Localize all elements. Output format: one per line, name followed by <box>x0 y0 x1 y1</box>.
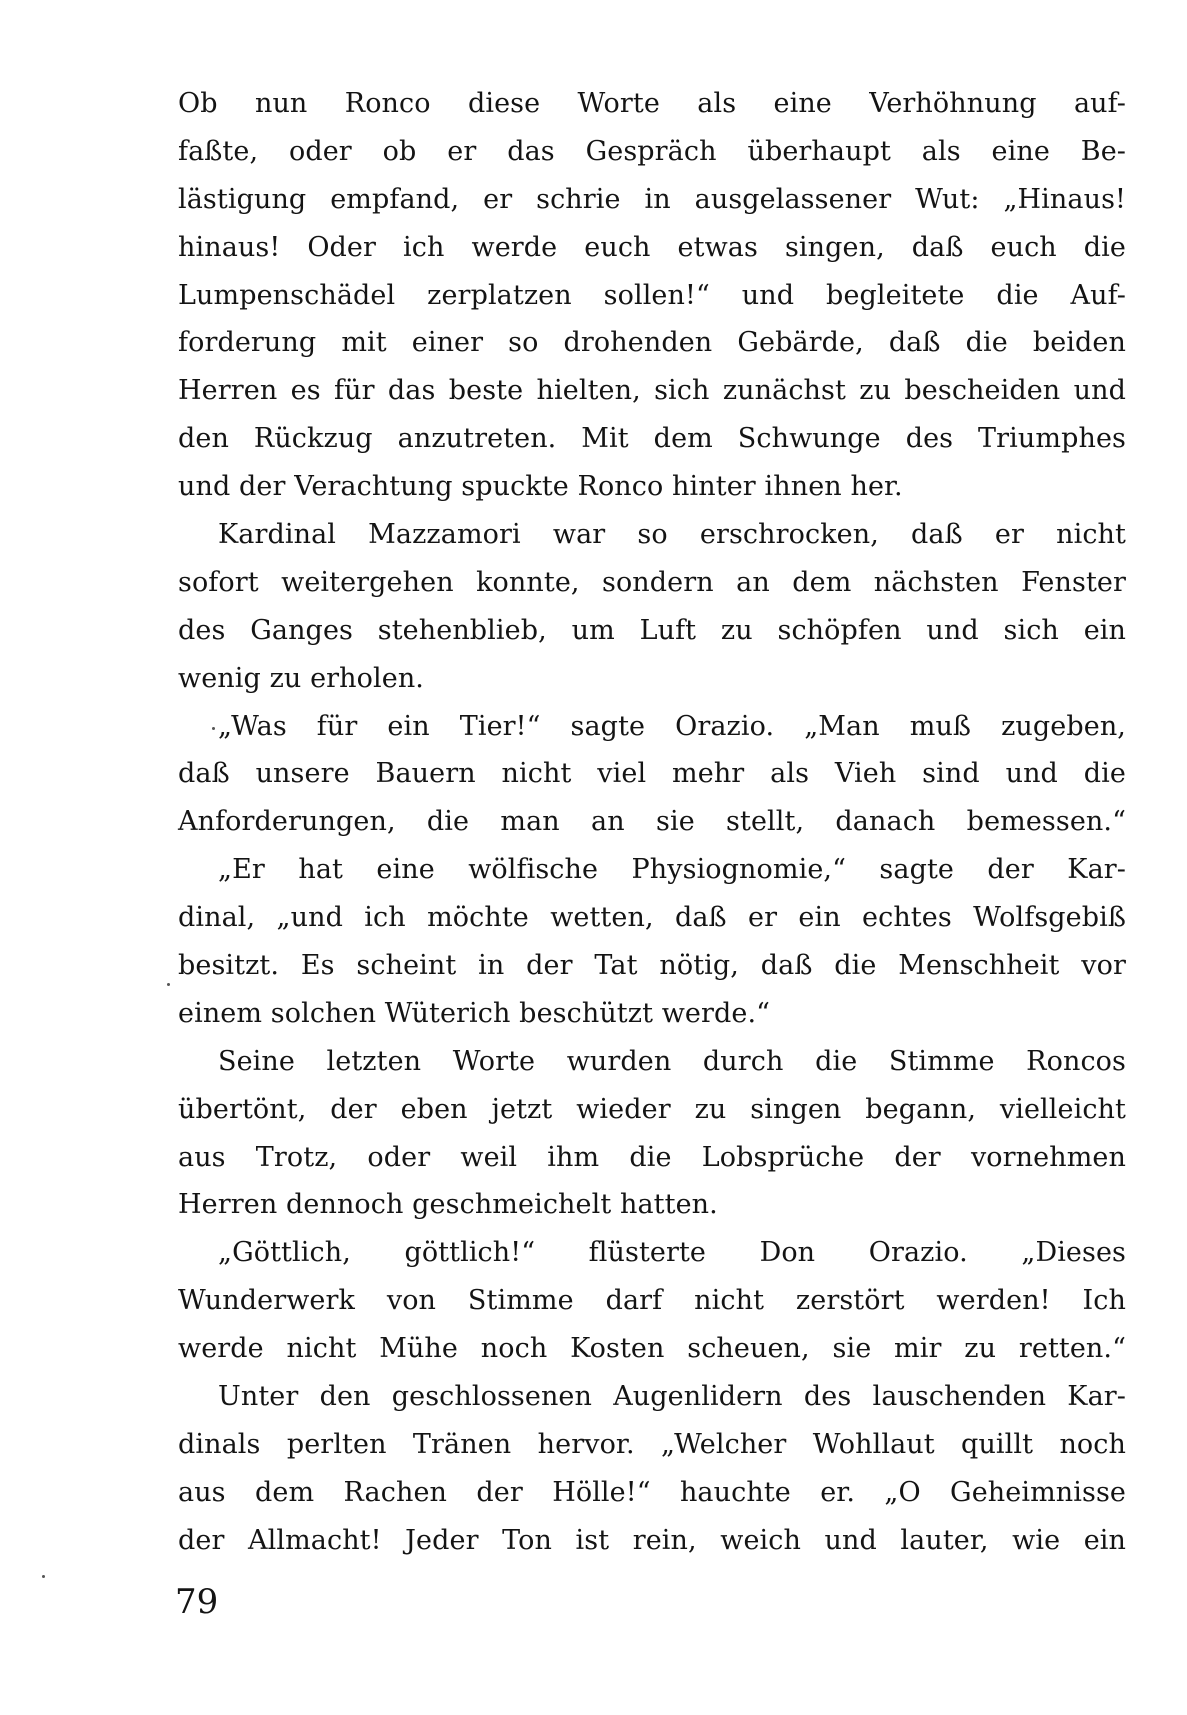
text-line: daß unsere Bauern nicht viel mehr als Vieh sind und die <box>178 758 1126 790</box>
text-line: werde nicht Mühe noch Kosten scheuen, sie mir zu retten.“ <box>178 1333 1126 1365</box>
text-line: forderung mit einer so drohenden Gebärde, daß die beiden <box>178 327 1126 359</box>
text-line: der Allmacht! Jeder Ton ist rein, weich und lauter, wie ein <box>178 1524 1126 1556</box>
text-line: Anforderungen, die man an sie stellt, danach bemessen.“ <box>178 806 1126 838</box>
text-line: dinals perlten Tränen hervor. „Welcher Wohllaut quillt noch <box>178 1428 1126 1460</box>
text-line: aus Trotz, oder weil ihm die Lobsprüche der vornehmen <box>178 1141 1126 1173</box>
page-number: 79 <box>175 1582 219 1622</box>
text-line: Wunderwerk von Stimme darf nicht zerstört werden! Ich <box>178 1285 1126 1317</box>
text-line: Unter den geschlossenen Augenlidern des lauschenden Kar- <box>218 1381 1126 1413</box>
text-line: des Ganges stehenblieb, um Luft zu schöpfen und sich ein <box>178 614 1126 646</box>
text-line: dinal, „und ich möchte wetten, daß er ein echtes Wolfsgebiß <box>178 902 1126 934</box>
text-line: hinaus! Oder ich werde euch etwas singen, daß euch die <box>178 231 1126 263</box>
text-line: sofort weitergehen konnte, sondern an dem nächsten Fenster <box>178 566 1126 598</box>
text-line: den Rückzug anzutreten. Mit dem Schwunge des Triumphes <box>178 423 1126 455</box>
text-line: Seine letzten Worte wurden durch die Stimme Roncos <box>218 1045 1126 1077</box>
text-line: einem solchen Wüterich beschützt werde.“ <box>178 997 771 1029</box>
text-line: und der Verachtung spuckte Ronco hinter ihnen her. <box>178 471 903 503</box>
text-line: übertönt, der eben jetzt wieder zu singen begann, vielleicht <box>178 1093 1126 1125</box>
text-line: Herren es für das beste hielten, sich zunächst zu bescheiden und <box>178 375 1126 407</box>
text-line: Ob nun Ronco diese Worte als eine Verhöhnung auf- <box>178 88 1126 119</box>
paper-speck <box>212 727 215 730</box>
body-text <box>178 80 1126 1565</box>
paper-speck <box>167 983 170 986</box>
text-line: aus dem Rachen der Hölle!“ hauchte er. „O Geheimnisse <box>178 1476 1126 1508</box>
text-line: lästigung empfand, er schrie in ausgelassener Wut: „Hinaus! <box>178 183 1126 215</box>
text-line: besitzt. Es scheint in der Tat nötig, daß die Menschheit vor <box>178 950 1126 982</box>
text-line: Kardinal Mazzamori war so erschrocken, daß er nicht <box>218 519 1126 551</box>
text-line: Herren dennoch geschmeichelt hatten. <box>178 1189 718 1221</box>
text-line: „Was für ein Tier!“ sagte Orazio. „Man muß zugeben, <box>218 710 1126 742</box>
text-line: „Göttlich, göttlich!“ flüsterte Don Orazio. „Dieses <box>218 1237 1126 1269</box>
text-line: faßte, oder ob er das Gespräch überhaupt als eine Be- <box>178 135 1126 167</box>
paper-speck <box>42 1575 45 1578</box>
text-line: „Er hat eine wölfische Physiognomie,“ sagte der Kar- <box>218 854 1126 886</box>
text-line: wenig zu erholen. <box>178 662 424 694</box>
text-line: Lumpenschädel zerplatzen sollen!“ und begleitete die Auf- <box>178 279 1126 311</box>
